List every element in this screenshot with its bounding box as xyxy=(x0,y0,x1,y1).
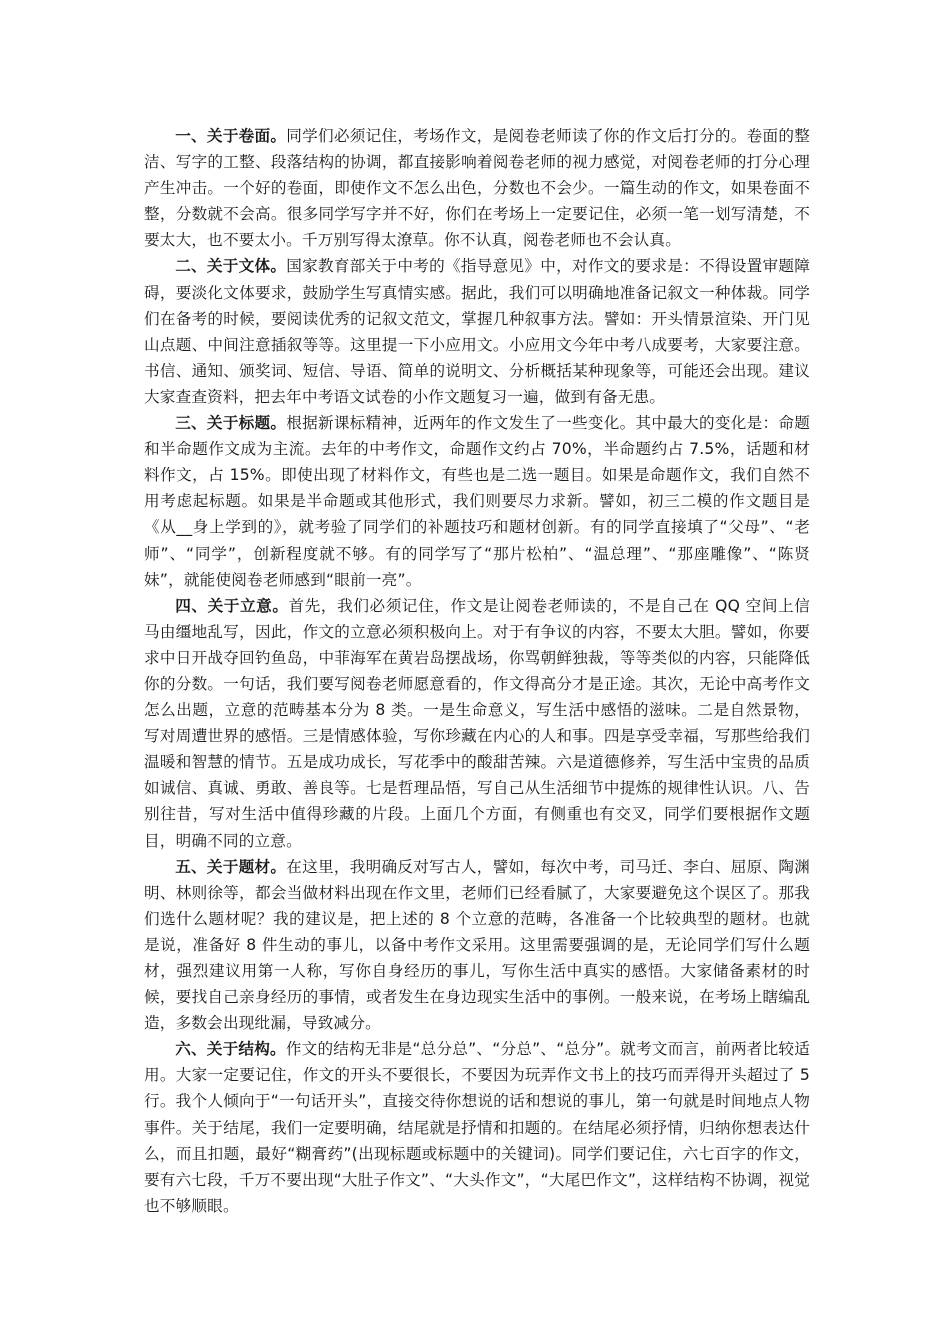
paragraph-structure xyxy=(144,1036,810,1219)
paragraph-layout xyxy=(144,123,810,253)
paragraph-title xyxy=(144,410,810,593)
document-body xyxy=(144,123,810,1219)
paragraph-heading: 三、关于标题。 xyxy=(175,414,287,433)
paragraph-text: 作文的结构无非是“总分总”、“分总”、“总分”。就考文而言，前两者比较适用。大家一定要记住，作文的开头不要很长，不要因为玩弄作文书上的技巧而弄得开头超过了 5 行。我个人倾向于“一句话开头”，直接交待你想说的话和想说的事儿，第一句就是时间地点人物事件。关于结尾，我们一定要明确，结尾就是抒情和扣题的。在结尾必须抒情，归纳你想表达什么，而且扣题，最好“糊膏药”(出现标题或标题中的关键词)。同学们要记住，六七百字的作文，要有六七段，千万不要出现“大肚子作文”、“大头作文”，“大尾巴作文”，这样结构不协调，视觉也不够顺眼。 xyxy=(144,1040,810,1215)
paragraph-heading: 四、关于立意。 xyxy=(175,596,289,615)
paragraph-heading: 五、关于题材。 xyxy=(175,857,287,876)
paragraph-heading: 六、关于结构。 xyxy=(175,1040,286,1059)
paragraph-heading: 一、关于卷面。 xyxy=(175,127,287,145)
paragraph-text: 在这里，我明确反对写古人，譬如，每次中考，司马迁、李白、屈原、陶渊明、林则徐等，都会当做材料出现在作文里，老师们已经看腻了，大家要避免这个误区了。那我们选什么题材呢？我的建议是，把上述的 8 个立意的范畴，各准备一个比较典型的题材。也就是说，准备好 8 件生动的事儿，以备中考作文采用。这里需要强调的是，无论同学们写什么题材，强烈建议用第一人称，写你自身经历的事儿，写你生活中真实的感悟。大家储备素材的时候，要找自己亲身经历的事情，或者发生在身边现实生活中的事例。一般来说，在考场上瞎编乱造，多数会出现纰漏，导致减分。 xyxy=(144,857,810,1033)
paragraph-text: 同学们必须记住，考场作文，是阅卷老师读了你的作文后打分的。卷面的整洁、写字的工整、段落结构的协调，都直接影响着阅卷老师的视力感觉，对阅卷老师的打分心理产生冲击。一个好的卷面，即使作文不怎么出色，分数也不会少。一篇生动的作文，如果卷面不整，分数就不会高。很多同学写字并不好，你们在考场上一定要记住，必须一笔一划写清楚，不要太大，也不要太小。千万别写得太潦草。你不认真，阅卷老师也不会认真。 xyxy=(144,127,810,250)
paragraph-text: 根据新课标精神，近两年的作文发生了一些变化。其中最大的变化是：命题和半命题作文成为主流。去年的中考作文，命题作文约占 70%，半命题约占 7.5%，话题和材料作文，占 15%。即使出现了材料作文，有些也是二选一题目。如果是命题作文，我们自然不用考虑起标题。如果是半命题或其他形式，我们则要尽力求新。譬如，初三二模的作文题目是《从__身上学到的》，就考验了同学们的补题技巧和题材创新。有的同学直接填了“父母”、“老师”、“同学”，创新程度就不够。有的同学写了“那片松柏”、“温总理”、“那座雕像”、“陈贤妹”，就能使阅卷老师感到“眼前一亮”。 xyxy=(144,414,810,589)
paragraph-theme xyxy=(144,593,810,854)
paragraph-genre xyxy=(144,253,810,410)
paragraph-material xyxy=(144,854,810,1037)
paragraph-heading: 二、关于文体。 xyxy=(175,257,287,276)
paragraph-text: 国家教育部关于中考的《指导意见》中，对作文的要求是：不得设置审题障碍，要淡化文体要求，鼓励学生写真情实感。据此，我们可以明确地准备记叙文一种体裁。同学们在备考的时候，要阅读优秀的记叙文范文，掌握几种叙事方法。譬如：开头情景渲染、开门见山点题、中间注意插叙等等。这里提一下小应用文。小应用文今年中考八成要考，大家要注意。书信、通知、颁奖词、短信、导语、简单的说明文、分析概括某种现象等，可能还会出现。建议大家查查资料，把去年中考语文试卷的小作文题复习一遍，做到有备无患。 xyxy=(144,257,810,406)
paragraph-text: 首先，我们必须记住，作文是让阅卷老师读的，不是自己在 QQ 空间上信马由缰地乱写，因此，作文的立意必须积极向上。对于有争议的内容，不要太大胆。譬如，你要求中日开战夺回钓鱼岛，中菲海军在黄岩岛摆战场，你骂朝鲜独裁，等等类似的内容，只能降低你的分数。一句话，我们要写阅卷老师愿意看的，作文得高分才是正途。其次，无论中高考作文怎么出题，立意的范畴基本分为 8 类。一是生命意义，写生活中感悟的滋味。二是自然景物，写对周遭世界的感悟。三是情感体验，写你珍藏在内心的人和事。四是享受幸福，写那些给我们温暖和智慧的情节。五是成功成长，写花季中的酸甜苦辣。六是道德修养，写生活中宝贵的品质如诚信、真诚、勇敢、善良等。七是哲理品悟，写自己从生活细节中提炼的规律性认识。八、告别往昔，写对生活中值得珍藏的片段。上面几个方面，有侧重也有交叉，同学们要根据作文题目，明确不同的立意。 xyxy=(144,596,810,850)
